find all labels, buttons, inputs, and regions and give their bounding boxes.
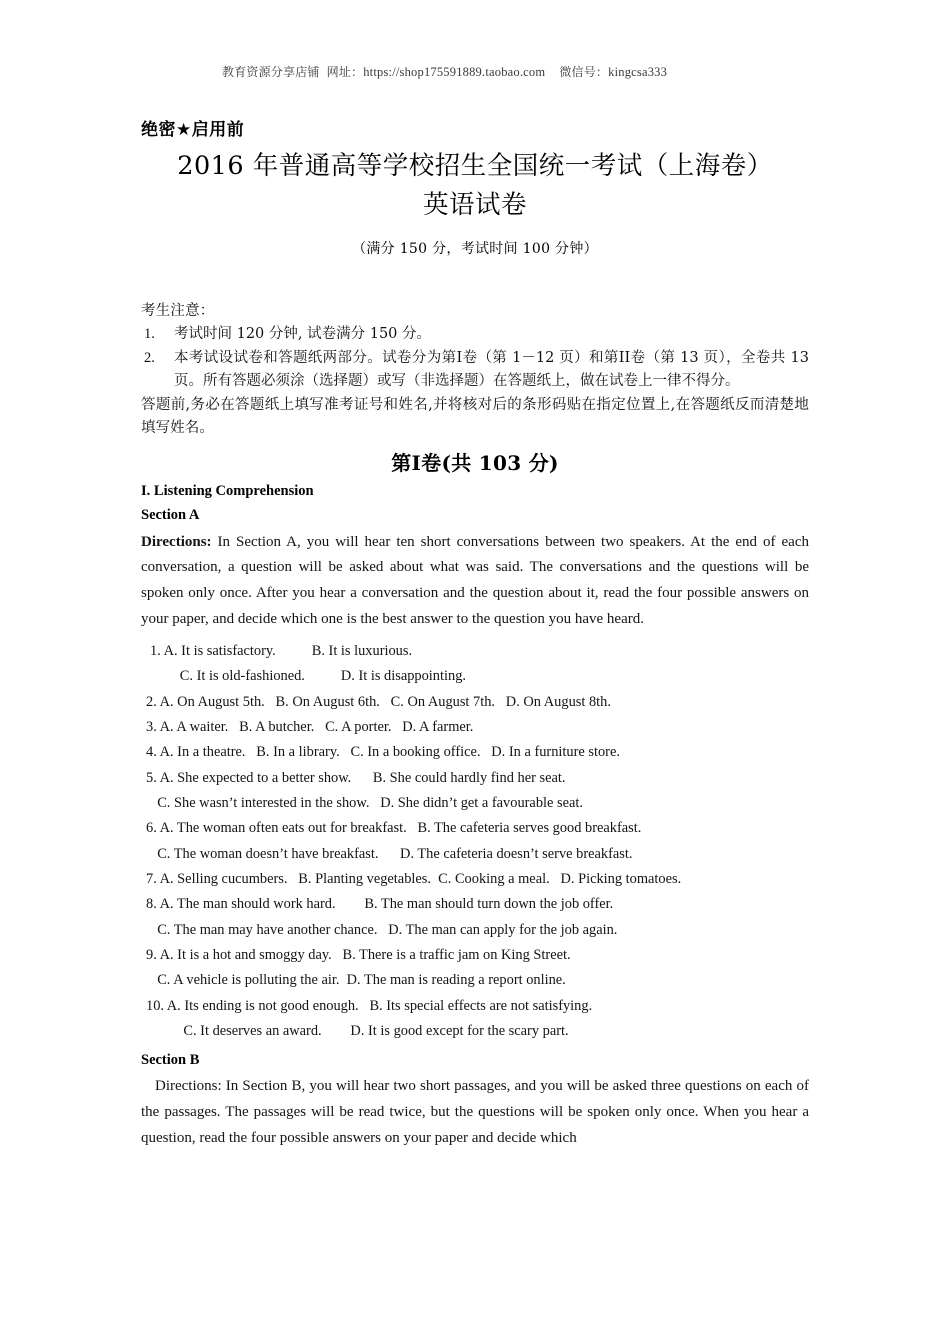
exam-score-time-note: （满分 150 分，考试时间 100 分钟） xyxy=(352,240,598,257)
note-number: 1. xyxy=(144,326,155,343)
shop-name-label: 教育资源分享店铺 xyxy=(222,65,320,79)
question-line: C. It is old-fashioned. D. It is disappointing. xyxy=(169,668,466,685)
section-a-directions xyxy=(141,530,809,633)
note-text: 本考试设试卷和答题纸两部分。试卷分为第I卷（第 1－12 页）和第II卷（第 13 页），全卷共 13 页。所有答题必须涂（选择题）或写（非选择题）在答题纸上，做在试卷上一律不得分。 xyxy=(174,349,809,390)
directions-text: In Section A, you will hear ten short conversations between two speakers. At the end of each conversation, a question will be asked about what was said. The conversations and the questions will be spoken only once. After you hear a conversation and the question about it, read the four possible answers on your paper, and decide which one is the best answer to the question you have heard. xyxy=(141,533,809,628)
question-line: 3. A. A waiter. B. A butcher. C. A porter. D. A farmer. xyxy=(146,718,474,735)
question-line: 10. A. Its ending is not good enough. B. Its special effects are not satisfying. xyxy=(146,997,593,1014)
question-line: C. The woman doesn’t have breakfast. D. The cafeteria doesn’t serve breakfast. xyxy=(150,845,633,862)
question-line: 8. A. The man should work hard. B. The man should turn down the job offer. xyxy=(146,896,614,913)
note-item-2 xyxy=(141,347,809,394)
section-b-label: Section B xyxy=(141,1052,200,1069)
question-line: 7. A. Selling cucumbers. B. Planting vegetables. C. Cooking a meal. D. Picking tomatoes. xyxy=(146,870,682,887)
note-item-1 xyxy=(141,323,809,346)
part-one-heading: 第I卷(共 103 分) xyxy=(391,450,559,475)
url-label: 网址： xyxy=(326,65,364,79)
section-a-label: Section A xyxy=(141,506,200,523)
page-title: 2016 年普通高等学校招生全国统一考试（上海卷） xyxy=(177,151,773,182)
shop-watermark-header xyxy=(222,63,667,80)
secret-notice: 绝密★启用前 xyxy=(141,120,245,140)
wechat-label: 微信号： xyxy=(559,65,609,79)
section-b-directions: Directions: In Section B, you will hear two short passages, and you will be asked three questions on each of the passages. The passages will be read twice, but the questions will be spoken only once. When you hear a question, read the four possible answers on your paper and decide which xyxy=(141,1078,809,1146)
question-line: 5. A. She expected to a better show. B. She could hardly find her seat. xyxy=(146,769,566,786)
question-line: 4. A. In a theatre. B. In a library. C. In a booking office. D. In a furniture store. xyxy=(146,744,620,761)
question-line: 1. A. It is satisfactory. B. It is luxurious. xyxy=(150,642,413,659)
candidate-notes xyxy=(141,300,809,441)
notes-paragraph: 答题前,务必在答题纸上填写准考证号和姓名,并将核对后的条形码贴在指定位置上,在答题纸反而清楚地填写姓名。 xyxy=(141,396,809,437)
page-subtitle-exam: 英语试卷 xyxy=(422,189,527,220)
question-line: C. A vehicle is polluting the air. D. The man is reading a report online. xyxy=(150,972,566,989)
document-content xyxy=(141,120,809,1152)
question-line: C. It deserves an award. D. It is good except for the scary part. xyxy=(169,1023,569,1039)
notes-heading: 考生注意： xyxy=(141,302,215,319)
section-listening-comprehension-title: I. Listening Comprehension xyxy=(141,482,314,499)
question-list xyxy=(141,639,809,1045)
question-line: C. She wasn’t interested in the show. D. She didn’t get a favourable seat. xyxy=(150,794,583,811)
wechat-id: kingcsa333 xyxy=(608,65,668,79)
note-text: 考试时间 120 分钟, 试卷满分 150 分。 xyxy=(174,326,432,343)
directions-label: Directions: xyxy=(141,533,212,550)
note-number: 2. xyxy=(144,349,155,366)
shop-url: https://shop175591889.taobao.com xyxy=(363,65,546,79)
question-line: 6. A. The woman often eats out for breakfast. B. The cafeteria serves good breakfast. xyxy=(146,820,642,837)
question-line: 2. A. On August 5th. B. On August 6th. C. On August 7th. D. On August 8th. xyxy=(146,693,611,710)
question-line: 9. A. It is a hot and smoggy day. B. There is a traffic jam on King Street. xyxy=(146,946,571,963)
question-line: C. The man may have another chance. D. The man can apply for the job again. xyxy=(150,921,618,938)
